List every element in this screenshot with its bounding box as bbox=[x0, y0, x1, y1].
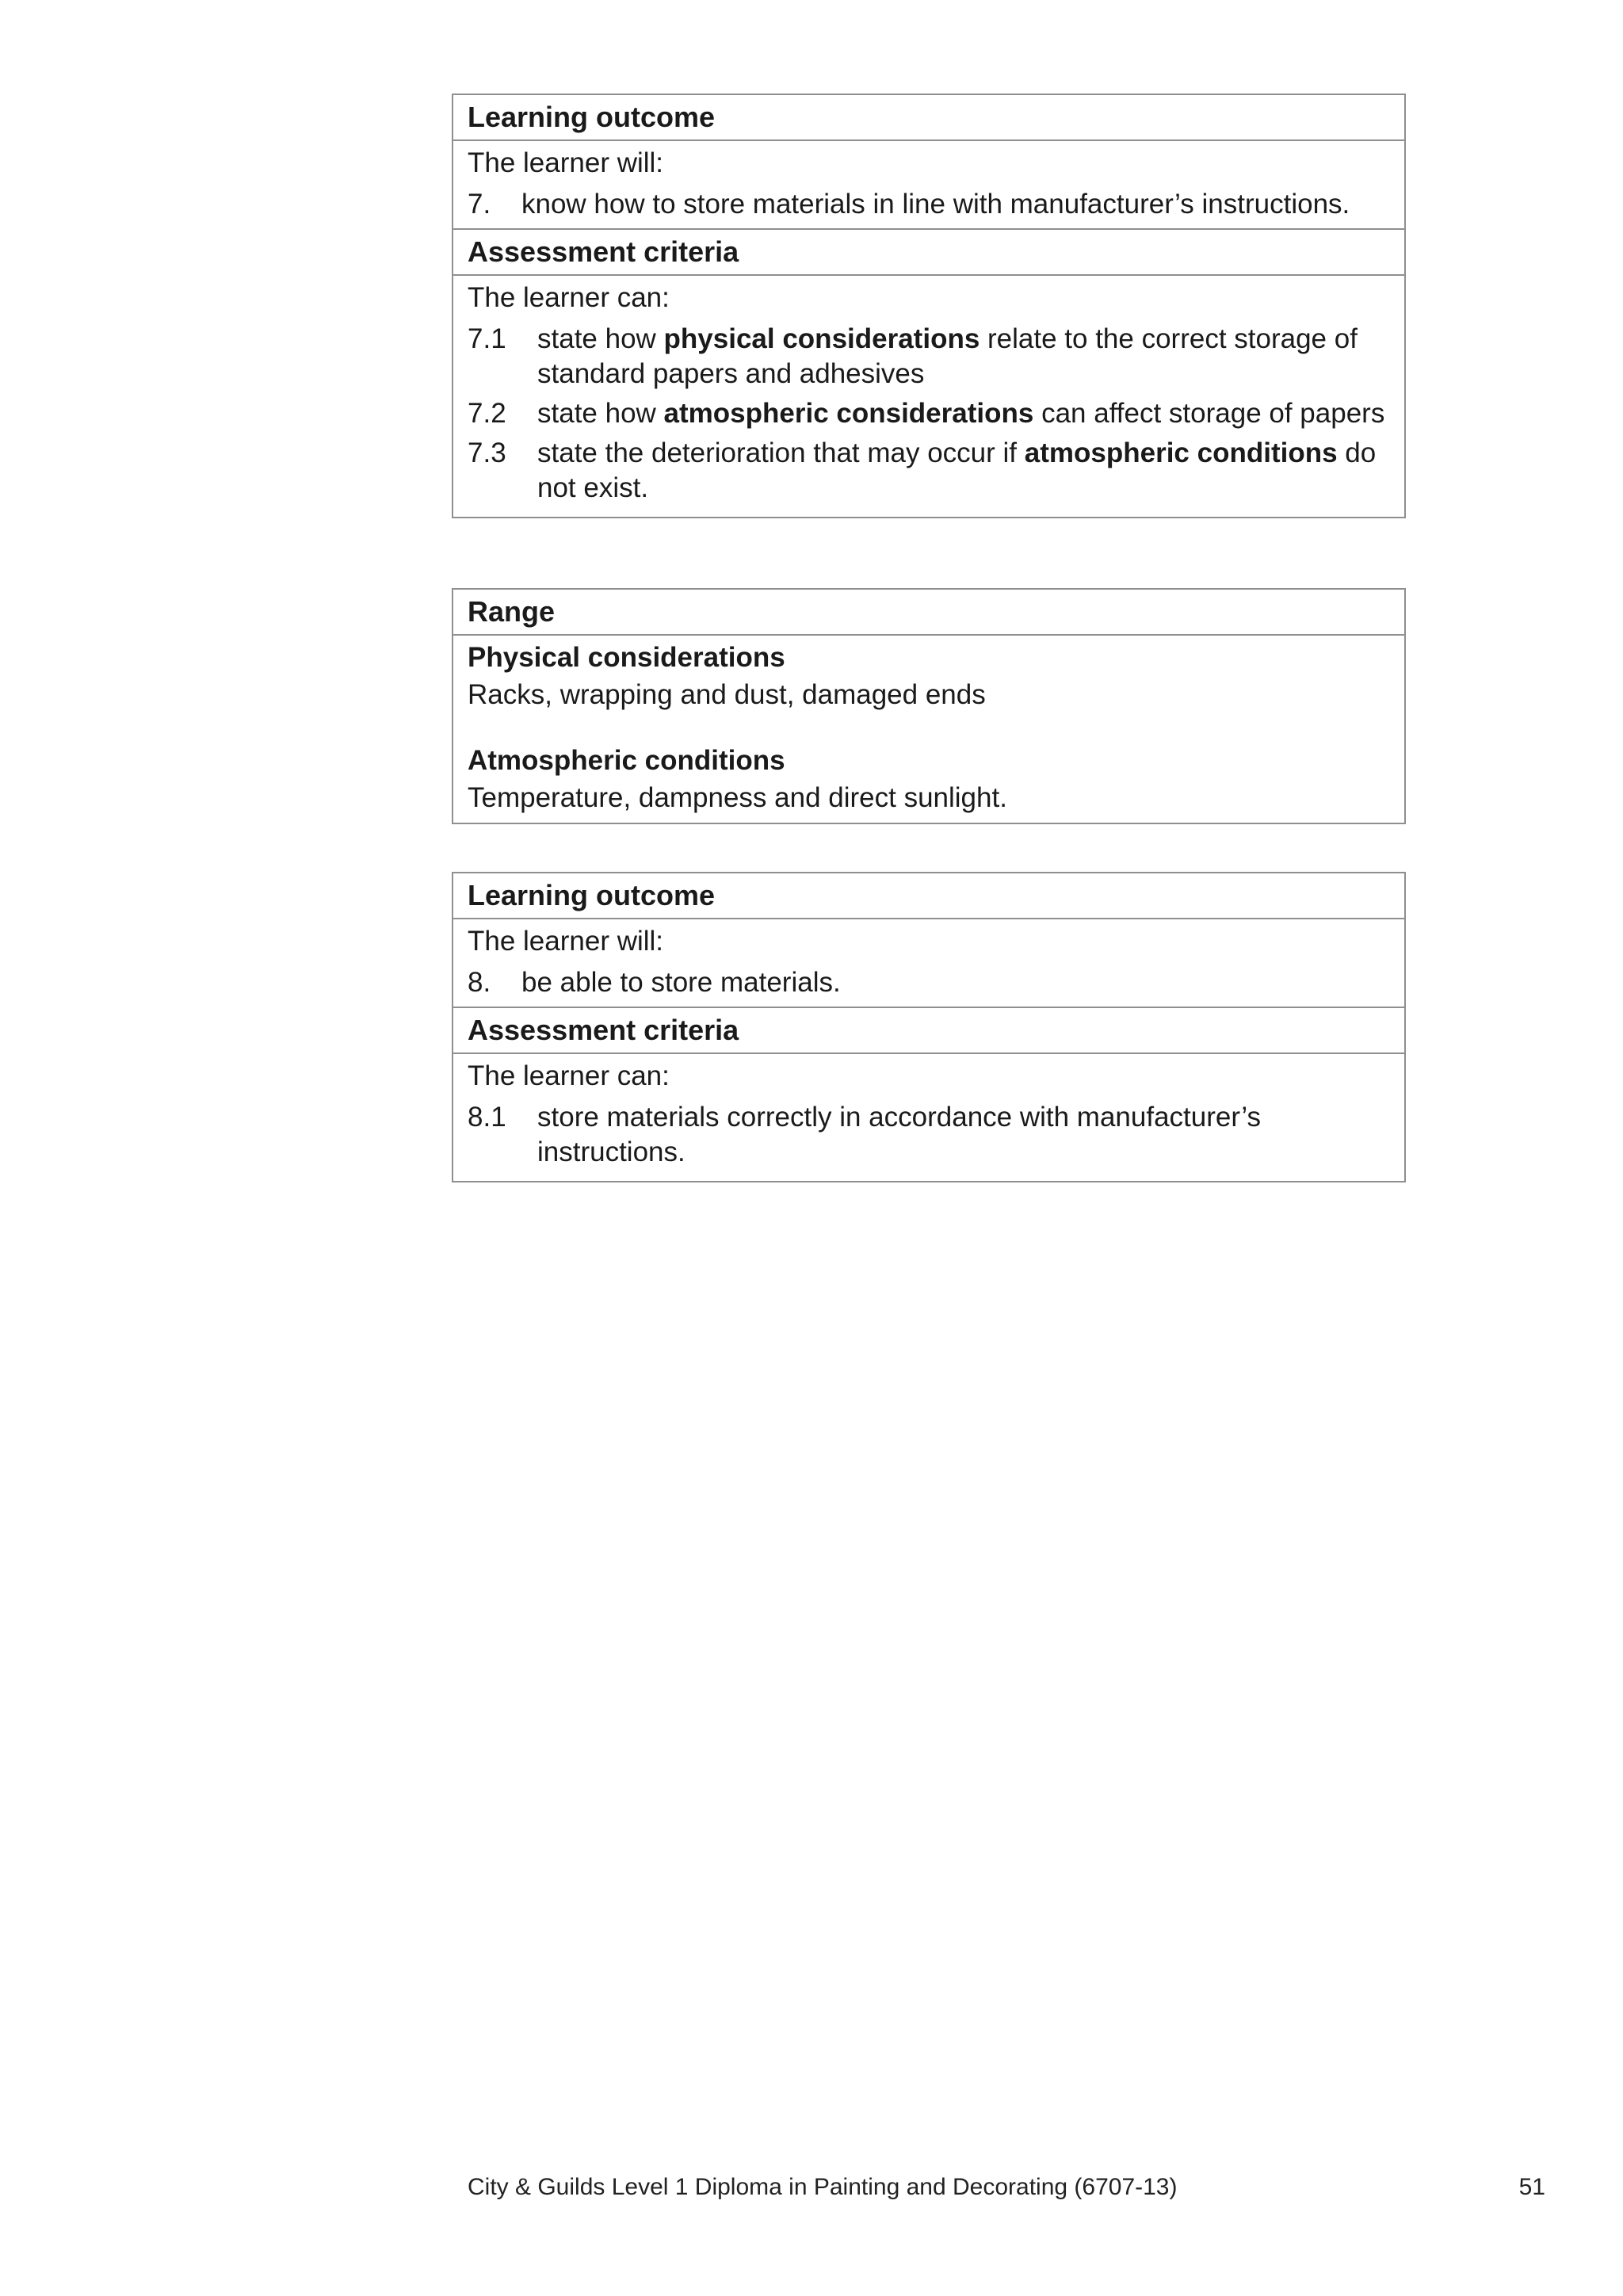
criterion-number: 7.3 bbox=[468, 437, 506, 468]
learning-outcome-header: Learning outcome bbox=[453, 873, 1404, 919]
criterion-item bbox=[468, 396, 1390, 431]
criterion-number: 8.1 bbox=[468, 1102, 506, 1133]
criterion-text-post: relate to the correct storage of standard papers and adhesives bbox=[537, 323, 1358, 389]
criterion-text-post: do not exist. bbox=[537, 437, 1377, 503]
learning-outcome-text: be able to store materials. bbox=[521, 967, 841, 998]
range-cell bbox=[453, 636, 1404, 823]
criterion-item bbox=[468, 436, 1390, 506]
criterion-number: 7.1 bbox=[468, 323, 506, 354]
criterion-item bbox=[468, 1100, 1390, 1170]
learning-outcome-item bbox=[468, 965, 1390, 1000]
assessment-criteria-header: Assessment criteria bbox=[453, 1008, 1404, 1054]
learning-outcome-header: Learning outcome bbox=[453, 95, 1404, 141]
range-item-title: Atmospheric conditions bbox=[468, 745, 785, 776]
criterion-text bbox=[537, 396, 1390, 431]
criterion-text-pre: state how bbox=[537, 323, 664, 354]
learning-outcome-7-table bbox=[452, 94, 1406, 518]
learner-can-intro: The learner can: bbox=[468, 1060, 670, 1091]
range-item-title: Physical considerations bbox=[468, 642, 785, 673]
criterion-key-term: atmospheric considerations bbox=[663, 398, 1034, 429]
learner-can-intro: The learner can: bbox=[468, 282, 670, 313]
learning-outcome-cell bbox=[453, 919, 1404, 1008]
criterion-text bbox=[537, 322, 1390, 392]
page-number: 51 bbox=[1518, 2174, 1545, 2200]
learner-will-intro: The learner will: bbox=[468, 147, 664, 178]
assessment-criteria-cell bbox=[453, 276, 1404, 517]
learning-outcome-8-table bbox=[452, 872, 1406, 1182]
learning-outcome-text: know how to store materials in line with manufacturer’s instructions. bbox=[521, 189, 1350, 220]
range-spacer bbox=[468, 713, 1390, 742]
assessment-criteria-cell bbox=[453, 1054, 1404, 1181]
learning-outcome-cell bbox=[453, 141, 1404, 230]
criterion-item bbox=[468, 322, 1390, 392]
range-item-body: Racks, wrapping and dust, damaged ends bbox=[468, 679, 986, 710]
criterion-key-term: atmospheric conditions bbox=[1024, 437, 1338, 468]
criterion-text-post: can affect storage of papers bbox=[1033, 398, 1385, 429]
learning-outcome-number: 8. bbox=[468, 967, 491, 998]
footer-title: City & Guilds Level 1 Diploma in Painting and Decorating (6707-13) bbox=[468, 2174, 1178, 2200]
criterion-text-pre: state how bbox=[537, 398, 664, 429]
assessment-criteria-header: Assessment criteria bbox=[453, 230, 1404, 276]
learning-outcome-number: 7. bbox=[468, 189, 491, 220]
criterion-key-term: physical considerations bbox=[663, 323, 980, 354]
criterion-text-pre: state the deterioration that may occur if bbox=[537, 437, 1025, 468]
criterion-number: 7.2 bbox=[468, 398, 506, 429]
range-header: Range bbox=[453, 590, 1404, 636]
range-table bbox=[452, 588, 1406, 824]
learning-outcome-item bbox=[468, 187, 1390, 222]
range-item-body: Temperature, dampness and direct sunlight. bbox=[468, 782, 1007, 813]
learner-will-intro: The learner will: bbox=[468, 926, 664, 957]
criterion-text: store materials correctly in accordance with manufacturer’s instructions. bbox=[537, 1102, 1261, 1167]
criterion-text bbox=[537, 436, 1390, 506]
